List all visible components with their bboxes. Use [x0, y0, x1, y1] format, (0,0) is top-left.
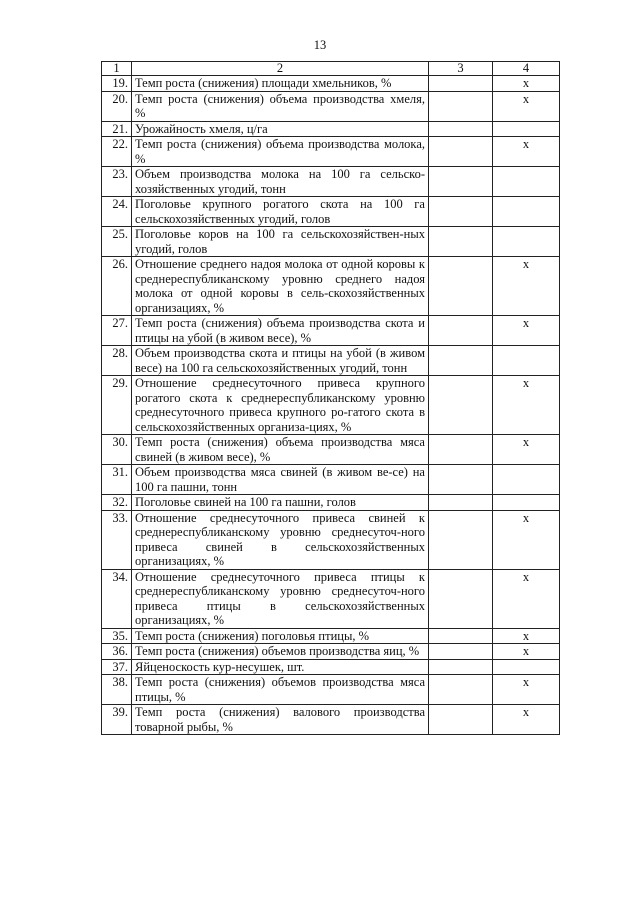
header-col-2: 2: [132, 62, 429, 76]
row-col4-value: [493, 346, 560, 376]
row-col3-value: [429, 197, 493, 227]
row-number: 28.: [102, 346, 132, 376]
row-col4-value: x: [493, 644, 560, 660]
row-number: 31.: [102, 465, 132, 495]
row-col3-value: [429, 628, 493, 644]
table-row: [102, 227, 560, 257]
row-col3-value: [429, 644, 493, 660]
row-indicator-text: Темп роста (снижения) объема производства скота и птицы на убой (в живом весе), %: [132, 316, 429, 346]
row-number: 30.: [102, 435, 132, 465]
row-indicator-text: Объем производства скота и птицы на убой (в живом весе) на 100 га сельскохозяйственных угодий, тонн: [132, 346, 429, 376]
row-col3-value: [429, 495, 493, 511]
indicators-table: [101, 61, 560, 735]
row-col3-value: [429, 435, 493, 465]
row-col4-value: [493, 227, 560, 257]
row-col3-value: [429, 346, 493, 376]
row-col3-value: [429, 257, 493, 316]
table-row: [102, 465, 560, 495]
row-number: 35.: [102, 628, 132, 644]
row-col4-value: x: [493, 316, 560, 346]
row-col3-value: [429, 569, 493, 628]
row-col4-value: [493, 167, 560, 197]
row-number: 22.: [102, 137, 132, 167]
row-col4-value: x: [493, 569, 560, 628]
row-col4-value: [493, 495, 560, 511]
row-col3-value: [429, 316, 493, 346]
row-col3-value: [429, 659, 493, 675]
row-indicator-text: Темп роста (снижения) поголовья птицы, %: [132, 628, 429, 644]
row-indicator-text: Урожайность хмеля, ц/га: [132, 121, 429, 137]
table-header-row: [102, 62, 560, 76]
row-col4-value: x: [493, 257, 560, 316]
row-indicator-text: Темп роста (снижения) объема производства мяса свиней (в живом весе), %: [132, 435, 429, 465]
row-indicator-text: Яйценоскость кур-несушек, шт.: [132, 659, 429, 675]
row-col4-value: [493, 121, 560, 137]
row-col4-value: x: [493, 510, 560, 569]
row-indicator-text: Темп роста (снижения) объема производства молока, %: [132, 137, 429, 167]
row-number: 19.: [102, 76, 132, 92]
table-row: [102, 76, 560, 92]
table-row: [102, 316, 560, 346]
table-row: [102, 435, 560, 465]
table-row: [102, 495, 560, 511]
row-indicator-text: Темп роста (снижения) площади хмельников, %: [132, 76, 429, 92]
table-row: [102, 569, 560, 628]
row-number: 36.: [102, 644, 132, 660]
row-number: 29.: [102, 376, 132, 435]
row-col3-value: [429, 137, 493, 167]
table-row: [102, 257, 560, 316]
table-row: [102, 705, 560, 735]
row-number: 33.: [102, 510, 132, 569]
table-row: [102, 137, 560, 167]
row-indicator-text: Отношение среднесуточного привеса крупного рогатого скота к среднереспубликанскому уровню среднесуточного привеса крупного ро-гатого скота в сельскохозяйственных организа-циях, %: [132, 376, 429, 435]
row-number: 25.: [102, 227, 132, 257]
row-number: 32.: [102, 495, 132, 511]
header-col-3: 3: [429, 62, 493, 76]
row-col3-value: [429, 705, 493, 735]
row-number: 21.: [102, 121, 132, 137]
row-indicator-text: Темп роста (снижения) объемов производства мяса птицы, %: [132, 675, 429, 705]
row-col4-value: [493, 659, 560, 675]
row-number: 20.: [102, 91, 132, 121]
row-col3-value: [429, 121, 493, 137]
row-number: 24.: [102, 197, 132, 227]
table-row: [102, 91, 560, 121]
row-indicator-text: Отношение среднесуточного привеса птицы к среднереспубликанскому уровню среднесуточ-ного привеса птицы в сельскохозяйственных организациях, %: [132, 569, 429, 628]
row-col4-value: x: [493, 675, 560, 705]
row-number: 34.: [102, 569, 132, 628]
row-indicator-text: Поголовье свиней на 100 га пашни, голов: [132, 495, 429, 511]
header-col-4: 4: [493, 62, 560, 76]
row-indicator-text: Объем производства молока на 100 га сельско-хозяйственных угодий, тонн: [132, 167, 429, 197]
row-number: 27.: [102, 316, 132, 346]
row-number: 37.: [102, 659, 132, 675]
row-col3-value: [429, 91, 493, 121]
row-col3-value: [429, 675, 493, 705]
row-col4-value: x: [493, 435, 560, 465]
row-indicator-text: Поголовье крупного рогатого скота на 100 га сельскохозяйственных угодий, голов: [132, 197, 429, 227]
row-col3-value: [429, 510, 493, 569]
row-number: 38.: [102, 675, 132, 705]
row-number: 39.: [102, 705, 132, 735]
row-col3-value: [429, 167, 493, 197]
row-indicator-text: Отношение среднего надоя молока от одной коровы к среднереспубликанскому уровню среднего надоя молока от одной коровы в сель-скохозяйственных организациях, %: [132, 257, 429, 316]
table-row: [102, 346, 560, 376]
row-number: 26.: [102, 257, 132, 316]
row-col4-value: x: [493, 91, 560, 121]
row-indicator-text: Поголовье коров на 100 га сельскохозяйствен-ных угодий, голов: [132, 227, 429, 257]
row-col3-value: [429, 227, 493, 257]
row-col4-value: [493, 197, 560, 227]
row-indicator-text: Объем производства мяса свиней (в живом ве-се) на 100 га пашни, тонн: [132, 465, 429, 495]
row-indicator-text: Темп роста (снижения) объема производства хмеля, %: [132, 91, 429, 121]
row-col4-value: x: [493, 76, 560, 92]
row-number: 23.: [102, 167, 132, 197]
row-col3-value: [429, 76, 493, 92]
table-row: [102, 121, 560, 137]
row-indicator-text: Темп роста (снижения) валового производства товарной рыбы, %: [132, 705, 429, 735]
table-row: [102, 659, 560, 675]
table-row: [102, 376, 560, 435]
table-row: [102, 510, 560, 569]
row-col4-value: x: [493, 376, 560, 435]
header-col-1: 1: [102, 62, 132, 76]
table-row: [102, 628, 560, 644]
row-col4-value: x: [493, 705, 560, 735]
table-row: [102, 167, 560, 197]
row-col4-value: [493, 465, 560, 495]
table-body: [102, 76, 560, 735]
table-row: [102, 675, 560, 705]
row-col4-value: x: [493, 628, 560, 644]
table-row: [102, 197, 560, 227]
row-col4-value: x: [493, 137, 560, 167]
row-col3-value: [429, 465, 493, 495]
table-row: [102, 644, 560, 660]
row-indicator-text: Темп роста (снижения) объемов производства яиц, %: [132, 644, 429, 660]
row-indicator-text: Отношение среднесуточного привеса свиней к среднереспубликанскому уровню среднесуточ-ного привеса свиней в сельскохозяйственных организациях, %: [132, 510, 429, 569]
row-col3-value: [429, 376, 493, 435]
page-number: 13: [313, 38, 327, 52]
